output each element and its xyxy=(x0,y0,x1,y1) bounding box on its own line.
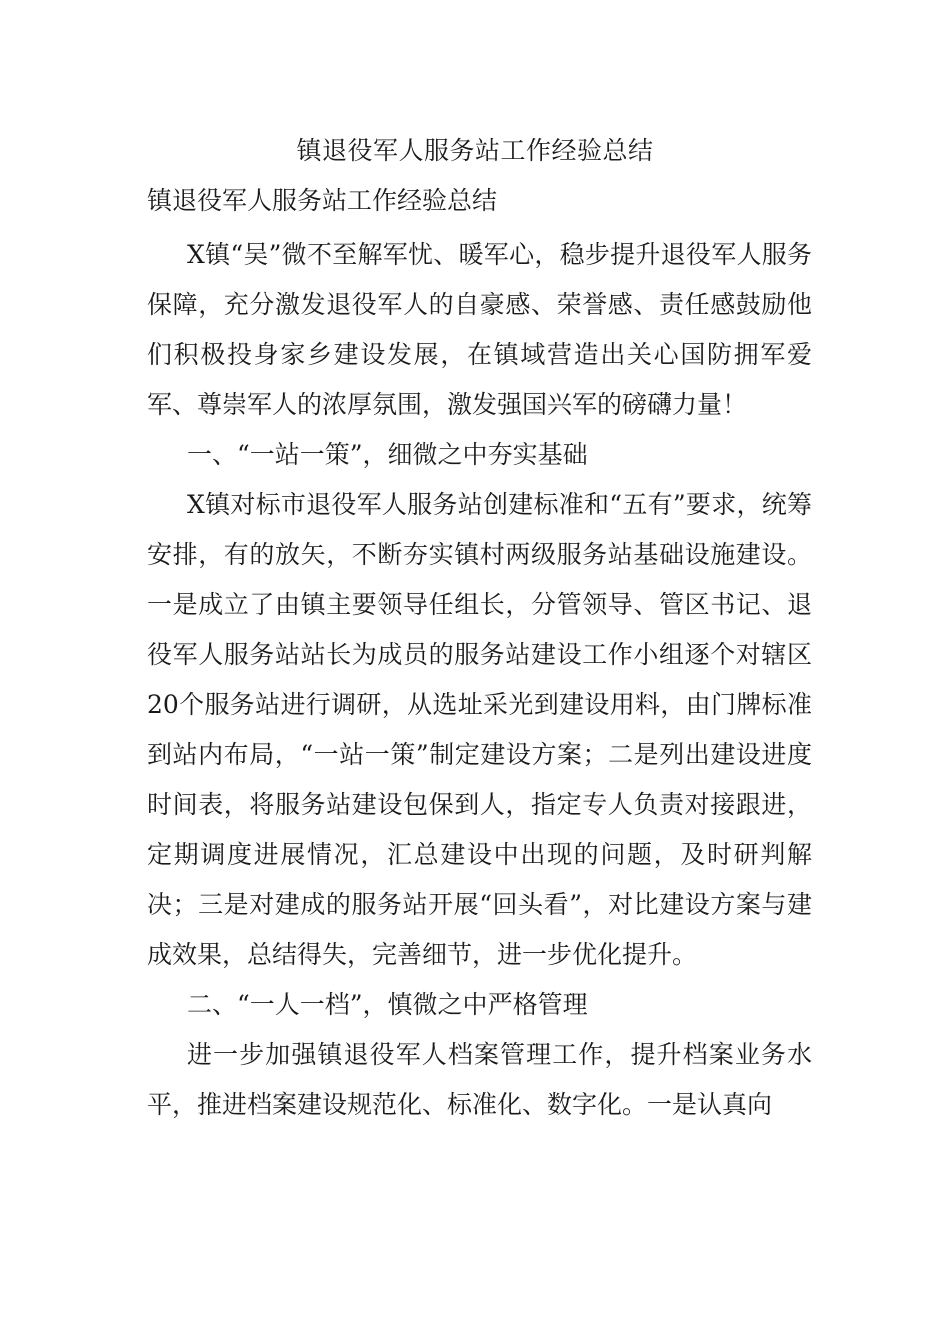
document-subtitle: 镇退役军人服务站工作经验总结 xyxy=(147,186,498,215)
document-title: 镇退役军人服务站工作经验总结 xyxy=(296,136,654,165)
intro-paragraph: X镇“吴”微不至解军忧、暖军心，稳步提升退役军人服务保障，充分激发退役军人的自豪感、荣誉感、责任感鼓励他们积极投身家乡建设发展，在镇域营造出关心国防拥军爱军、尊崇军人的浓厚氛围，激发强国兴军的磅礴力量！ xyxy=(147,240,812,419)
section-heading-1: 一、“一站一策”，细微之中夯实基础 xyxy=(187,440,588,469)
document-body xyxy=(147,180,812,1130)
section-heading-2: 二、“一人一档”，慎微之中严格管理 xyxy=(187,990,588,1019)
section-2-paragraph: 进一步加强镇退役军人档案管理工作，提升档案业务水平，推进档案建设规范化、标准化、数字化。一是认真向 xyxy=(147,1040,812,1119)
section-1-paragraph: X镇对标市退役军人服务站创建标准和“五有”要求，统筹安排，有的放矢，不断夯实镇村两级服务站基础设施建设。一是成立了由镇主要领导任组长，分管领导、管区书记、退役军人服务站站长为成员的服务站建设工作小组逐个对辖区20个服务站进行调研，从选址采光到建设用料，由门牌标准到站内布局，“一站一策”制定建设方案；二是列出建设进度时间表，将服务站建设包保到人，指定专人负责对接跟进，定期调度进展情况，汇总建设中出现的问题，及时研判解决；三是对建成的服务站开展“回头看”，对比建设方案与建成效果，总结得失，完善细节，进一步优化提升。 xyxy=(147,490,812,969)
